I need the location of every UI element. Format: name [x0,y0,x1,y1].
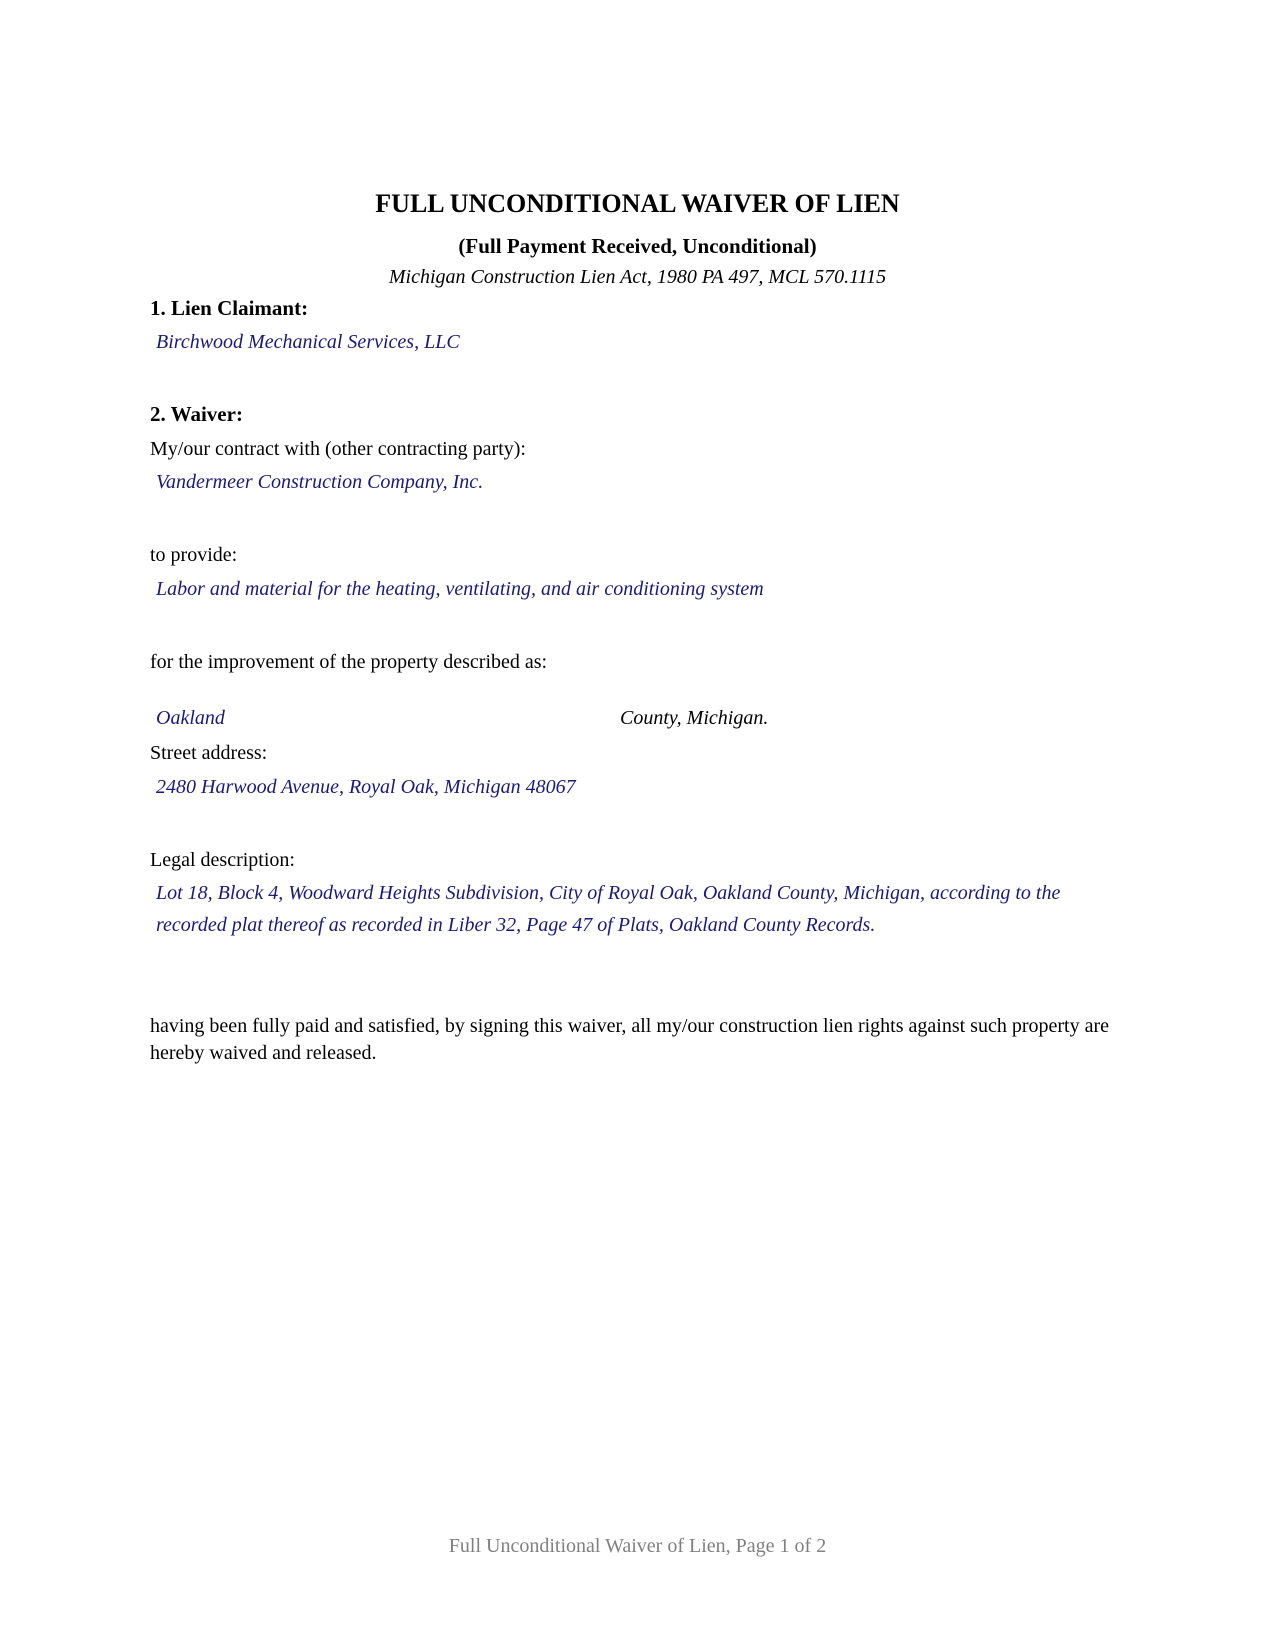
provide-label: to provide: [150,544,238,566]
provide-field[interactable]: Labor and material for the heating, ventilating, and air conditioning system [156,578,764,600]
statute-reference: Michigan Construction Lien Act, 1980 PA 497, MCL 570.1115 [388,266,887,288]
contracting-party-field[interactable]: Vandermeer Construction Company, Inc. [156,471,484,493]
lien-claimant-field[interactable]: Birchwood Mechanical Services, LLC [156,331,460,353]
street-address-field[interactable]: 2480 Harwood Avenue, Royal Oak, Michigan 48067 [156,776,576,798]
county-field[interactable]: Oakland [156,707,225,729]
property-label: for the improvement of the property described as: [150,651,548,673]
street-address-label: Street address: [150,742,268,764]
waiver-heading: 2. Waiver: [150,402,243,426]
legal-description-field[interactable]: Lot 18, Block 4, Woodward Heights Subdivision, City of Royal Oak, Oakland County, Michigan, according to the recorded plat thereof as recorded in Liber 32, Page 47 of Plats, Oakland County Records. [156,882,1061,936]
document-title: FULL UNCONDITIONAL WAIVER OF LIEN [375,189,900,218]
lien-claimant-heading: 1. Lien Claimant: [150,296,309,320]
waiver-statement: having been fully paid and satisfied, by signing this waiver, all my/our construction lien rights against such property are hereby waived and released. [150,1015,1109,1064]
legal-description-label: Legal description: [150,849,295,871]
contract-label: My/our contract with (other contracting party): [150,438,526,460]
page-footer: Full Unconditional Waiver of Lien, Page 1 of 2 [448,1535,827,1557]
document-subtitle: (Full Payment Received, Unconditional) [458,234,817,258]
county-suffix-label: County, Michigan. [620,707,769,729]
